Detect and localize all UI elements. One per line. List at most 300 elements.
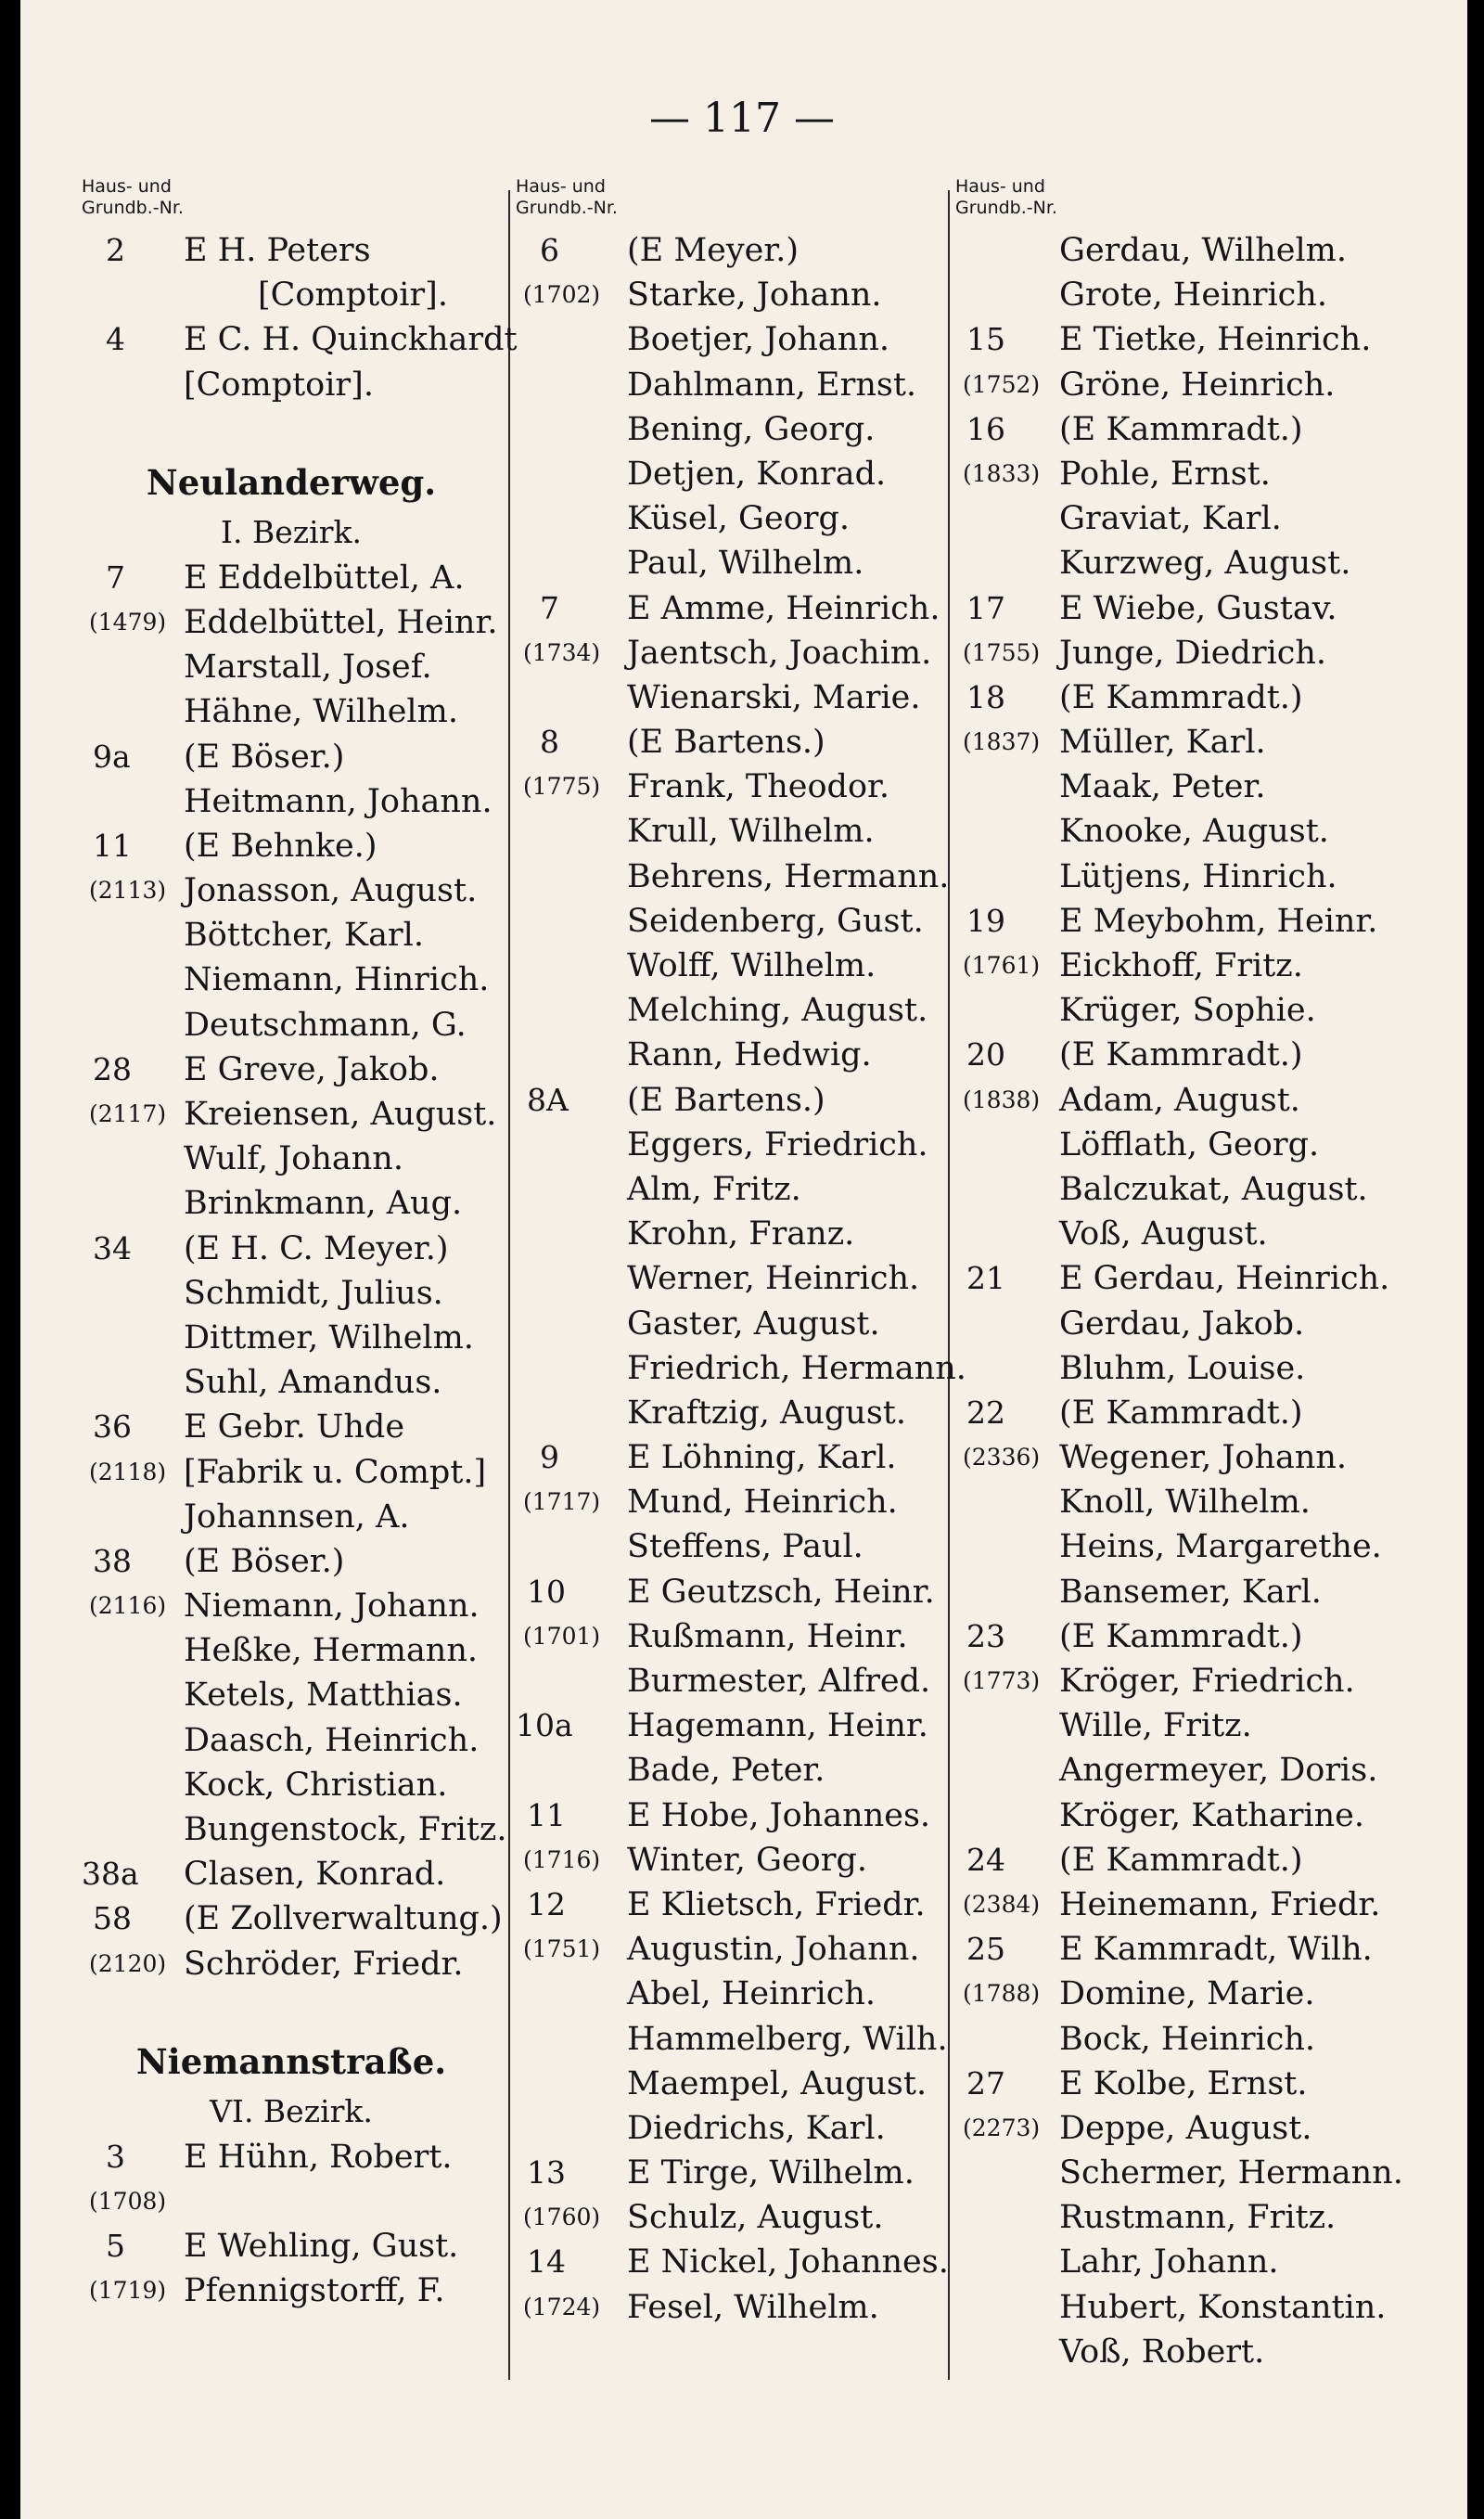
directory-entry [82, 1942, 501, 1986]
directory-entry [955, 809, 1419, 854]
directory-entry [955, 1570, 1419, 1614]
directory-entry [516, 1972, 944, 2016]
resident-name: Wulf, Johann. [184, 1140, 403, 1178]
directory-entry [516, 228, 944, 273]
resident-name: Werner, Heinrich. [627, 1260, 920, 1298]
directory-entry [955, 2106, 1419, 2151]
directory-entry [516, 1078, 944, 1123]
directory-entry [516, 855, 950, 899]
directory-entry [955, 675, 1419, 720]
resident-name: Winter, Georg. [627, 1841, 868, 1879]
directory-entry [516, 1570, 944, 1614]
directory-entry [955, 2017, 1419, 2062]
resident-name: Bock, Heinrich. [1059, 2020, 1316, 2058]
column-header-line: Grundb.-Nr. [516, 198, 618, 218]
resident-name: Wolff, Wilhelm. [627, 947, 876, 984]
directory-entry [82, 2268, 501, 2313]
house-number: 24 [966, 1841, 1005, 1878]
land-register-number: (1734) [523, 638, 601, 666]
resident-name: Kreiensen, August. [184, 1096, 497, 1133]
resident-name: Pfennigstorff, F. [184, 2272, 445, 2310]
directory-entry [955, 855, 1419, 899]
resident-name: Mund, Heinrich. [627, 1484, 898, 1522]
resident-name: Dittmer, Wilhelm. [184, 1318, 474, 1356]
directory-entry [955, 1659, 1419, 1703]
house-number: 20 [966, 1036, 1005, 1073]
directory-entry [82, 1584, 501, 1628]
resident-name: Lahr, Johann. [1059, 2243, 1279, 2281]
land-register-number: (1751) [523, 1935, 601, 1963]
resident-name: Eickhoff, Fritz. [1059, 947, 1303, 984]
directory-entry [516, 809, 944, 854]
directory-entry [82, 1047, 501, 1092]
directory-entry [516, 1659, 944, 1703]
resident-name: E Kolbe, Ernst. [1059, 2064, 1308, 2102]
house-number: 25 [966, 1931, 1005, 1968]
resident-name: E Tietke, Heinrich. [1059, 321, 1372, 359]
land-register-number: (2273) [963, 2114, 1041, 2141]
resident-name: E Hobe, Johannes. [627, 1796, 931, 1834]
resident-name: Eddelbüttel, Heinr. [184, 603, 498, 641]
resident-name: Jaentsch, Joachim. [627, 634, 932, 672]
directory-entry [516, 1302, 944, 1346]
directory-entry [955, 2195, 1419, 2240]
district-heading: VI. Bezirk. [210, 2092, 373, 2129]
directory-entry [955, 407, 1419, 452]
directory-entry [516, 586, 944, 631]
directory-entry [516, 1927, 944, 1972]
directory-entry [955, 586, 1419, 631]
directory-entry [82, 1763, 501, 1807]
directory-entry [82, 317, 518, 362]
directory-entry [516, 1435, 944, 1480]
directory-entry [955, 496, 1419, 541]
resident-name: Kröger, Friedrich. [1059, 1663, 1355, 1700]
resident-name: E Gebr. Uhde [184, 1408, 405, 1446]
house-number: 8 [540, 724, 559, 761]
resident-name: E C. H. Quinckhardt [184, 321, 518, 359]
directory-entry [955, 541, 1419, 585]
directory-entry [82, 1718, 501, 1763]
directory-entry [516, 1033, 944, 1077]
street-heading: Neulanderweg. [146, 461, 437, 503]
resident-name: Abel, Heinrich. [627, 1975, 876, 2013]
directory-entry [955, 1748, 1419, 1793]
resident-name: Heinemann, Friedr. [1059, 1885, 1381, 1923]
directory-entry [955, 1212, 1419, 1256]
land-register-number: (1724) [523, 2293, 601, 2320]
resident-name: Deutschmann, G. [184, 1006, 467, 1044]
resident-name: Rußmann, Heinr. [627, 1617, 908, 1655]
directory-entry [955, 899, 1419, 944]
house-number: 17 [966, 589, 1005, 626]
directory-entry [516, 2240, 949, 2284]
resident-name: E Kammradt, Wilh. [1059, 1931, 1373, 1969]
land-register-number: (2113) [89, 877, 167, 905]
house-number: 36 [93, 1408, 132, 1446]
resident-name: Wienarski, Marie. [627, 678, 921, 716]
directory-entry [516, 1703, 944, 1748]
directory-entry [955, 2330, 1419, 2374]
column-header [516, 176, 944, 219]
resident-name: Gaster, August. [627, 1304, 880, 1343]
resident-name: Krohn, Franz. [627, 1215, 855, 1253]
resident-name: Bluhm, Louise. [1059, 1349, 1306, 1387]
resident-name: Dahlmann, Ernst. [627, 366, 917, 404]
column-1 [82, 176, 518, 2314]
resident-name: E Meybohm, Heinr. [1059, 902, 1378, 940]
land-register-number: (1701) [523, 1622, 601, 1650]
resident-name: Boetjer, Johann. [627, 321, 889, 359]
directory-entry [516, 944, 944, 988]
resident-name: (E Kammradt.) [1059, 678, 1303, 716]
directory-entry [955, 631, 1419, 675]
directory-entry [955, 2285, 1419, 2330]
resident-name: Knooke, August. [1059, 813, 1329, 851]
house-number: 11 [93, 827, 132, 864]
resident-name: Augustin, Johann. [627, 1931, 920, 1969]
house-number: 38a [82, 1856, 139, 1893]
resident-name: Hammelberg, Wilh. [627, 2020, 948, 2058]
resident-name: Gröne, Heinrich. [1059, 366, 1336, 404]
directory-entry [516, 363, 944, 407]
house-number: 14 [527, 2243, 566, 2281]
directory-entry [516, 899, 944, 944]
column-2 [516, 176, 966, 2330]
land-register-number: (2120) [89, 1949, 167, 1977]
resident-name: Wille, Fritz. [1059, 1707, 1252, 1745]
resident-name: Bungenstock, Fritz. [184, 1811, 507, 1848]
directory-entry [82, 600, 501, 645]
directory-entry [82, 689, 501, 734]
resident-name: Hagemann, Heinr. [627, 1707, 928, 1745]
resident-name: (E Bartens.) [627, 1081, 825, 1119]
resident-name: Burmester, Alfred. [627, 1663, 931, 1700]
land-register-number: (1788) [963, 1980, 1041, 2008]
resident-name: Deppe, August. [1059, 2109, 1312, 2147]
directory-entry [82, 2179, 501, 2224]
resident-name: E H. Peters [184, 232, 371, 269]
resident-name: Domine, Marie. [1059, 1975, 1315, 2013]
resident-name: Fesel, Wilhelm. [627, 2288, 879, 2326]
house-number: 6 [540, 232, 559, 268]
resident-name: Rann, Hedwig. [627, 1036, 872, 1074]
land-register-number: (1760) [523, 2204, 601, 2231]
directory-entry [516, 2017, 948, 2062]
directory-entry [955, 1838, 1419, 1883]
house-number: 23 [966, 1617, 1005, 1654]
directory-entry [516, 1123, 944, 1167]
directory-entry [82, 913, 501, 957]
house-number: 10 [527, 1573, 566, 1610]
directory-entry [516, 720, 944, 765]
resident-name: Brinkmann, Aug. [184, 1185, 463, 1223]
directory-entry [955, 1435, 1419, 1480]
land-register-number: (1479) [89, 608, 167, 636]
house-number: 2 [106, 232, 125, 268]
directory-entry [955, 1524, 1419, 1569]
resident-name: Gerdau, Wilhelm. [1059, 232, 1347, 269]
resident-name: E Klietsch, Friedr. [627, 1885, 926, 1923]
directory-entry [516, 2062, 944, 2106]
land-register-number: (1719) [89, 2277, 167, 2305]
column-header [82, 176, 501, 219]
directory-entry [516, 1346, 966, 1391]
house-number: 9a [93, 738, 131, 775]
resident-name: (E Zollverwaltung.) [184, 1900, 503, 1938]
resident-name: E Amme, Heinrich. [627, 589, 940, 627]
directory-entry [82, 1852, 501, 1896]
resident-name: Alm, Fritz. [627, 1170, 801, 1208]
resident-name: E Hühn, Robert. [184, 2138, 453, 2176]
land-register-number: (2118) [89, 1458, 167, 1485]
resident-name: Wegener, Johann. [1059, 1439, 1348, 1477]
resident-name: Jonasson, August. [184, 872, 478, 910]
directory-entry [516, 675, 944, 720]
resident-name: Hubert, Konstantin. [1059, 2288, 1387, 2326]
resident-name: Daasch, Heinrich. [184, 1721, 480, 1759]
resident-name: E Wiebe, Gustav. [1059, 589, 1337, 627]
resident-name: E Gerdau, Heinrich. [1059, 1260, 1390, 1298]
directory-entry [82, 824, 501, 868]
directory-entry [516, 407, 944, 452]
resident-name: Schmidt, Julius. [184, 1274, 443, 1312]
house-number: 5 [106, 2228, 125, 2265]
resident-name: Schröder, Friedr. [184, 1945, 464, 1983]
directory-entry [955, 2240, 1419, 2284]
resident-name: Maak, Peter. [1059, 768, 1266, 806]
house-number: 21 [966, 1260, 1005, 1297]
land-register-number: (1833) [963, 459, 1041, 487]
directory-entry [955, 452, 1419, 496]
resident-name: Steffens, Paul. [627, 1528, 864, 1566]
resident-name: (E Kammradt.) [1059, 1841, 1303, 1879]
resident-name: Kröger, Katharine. [1059, 1796, 1364, 1834]
resident-name: Knoll, Wilhelm. [1059, 1484, 1311, 1522]
land-register-number: (2384) [963, 1890, 1041, 1918]
column-rule-1 [508, 190, 510, 2380]
directory-entry [82, 2135, 501, 2179]
house-number: 11 [527, 1796, 566, 1833]
directory-entry [955, 944, 1419, 988]
directory-entry [955, 765, 1419, 809]
directory-entry [516, 988, 944, 1033]
resident-name: Bening, Georg. [627, 410, 876, 448]
directory-entry [516, 452, 944, 496]
directory-entry [82, 1896, 501, 1941]
land-register-number: (2116) [89, 1592, 167, 1620]
resident-name: E Tirge, Wilhelm. [627, 2154, 915, 2192]
directory-entry [516, 496, 944, 541]
directory-entry [82, 2224, 501, 2268]
resident-name: (E Kammradt.) [1059, 1394, 1303, 1432]
directory-entry [955, 1972, 1419, 2016]
directory-entry [82, 1450, 501, 1495]
page-number: — 117 — [649, 95, 835, 142]
house-number: 34 [93, 1229, 132, 1266]
resident-name: Voß, August. [1059, 1215, 1268, 1253]
directory-entry [82, 228, 501, 273]
house-number: 27 [966, 2064, 1005, 2101]
resident-name: E Eddelbüttel, A. [184, 559, 465, 597]
column-header-line: Haus- und [82, 176, 172, 197]
directory-entry [82, 645, 501, 689]
directory-entry [516, 1838, 944, 1883]
house-number: 15 [966, 321, 1005, 358]
directory-entry [516, 1793, 944, 1838]
directory-entry [516, 1167, 944, 1212]
directory-entry [955, 988, 1419, 1033]
directory-entry [82, 1807, 507, 1852]
column-header-line: Haus- und [516, 176, 606, 197]
resident-name: Clasen, Konrad. [184, 1856, 446, 1894]
land-register-number: (2117) [89, 1100, 167, 1127]
directory-entry [516, 541, 944, 585]
directory-entry [82, 1628, 501, 1673]
house-number: 13 [527, 2154, 566, 2191]
directory-entry [82, 1092, 501, 1137]
directory-entry [516, 317, 944, 362]
directory-entry [955, 2151, 1419, 2195]
column-header-line: Haus- und [955, 176, 1045, 197]
column-header-line: Grundb.-Nr. [82, 198, 184, 218]
directory-entry [82, 1495, 501, 1539]
house-number: 19 [966, 902, 1005, 939]
resident-name: Kraftzig, August. [627, 1394, 906, 1432]
directory-entry [82, 556, 501, 600]
resident-name: Müller, Karl. [1059, 724, 1266, 762]
house-number: 58 [93, 1900, 132, 1937]
directory-entry [516, 2195, 944, 2240]
resident-name: Küsel, Georg. [627, 500, 851, 538]
resident-name: E Nickel, Johannes. [627, 2243, 949, 2281]
resident-name: (E Kammradt.) [1059, 1036, 1303, 1074]
resident-name: Angermeyer, Doris. [1059, 1752, 1378, 1790]
directory-entry [955, 1703, 1419, 1748]
section-gap [82, 1986, 501, 2035]
land-register-number: (2336) [963, 1444, 1041, 1472]
directory-entry [955, 1614, 1419, 1659]
directory-entry [516, 631, 944, 675]
resident-name: [Fabrik u. Compt.] [184, 1453, 487, 1491]
resident-name: Gerdau, Jakob. [1059, 1304, 1305, 1343]
column-rule-2 [948, 190, 950, 2380]
directory-entry [516, 1883, 944, 1927]
resident-name: Suhl, Amandus. [184, 1364, 442, 1402]
house-number: 16 [966, 410, 1005, 447]
resident-name: (E Behnke.) [184, 827, 377, 865]
column-header-line: Grundb.-Nr. [955, 198, 1057, 218]
directory-entry [955, 1167, 1419, 1212]
resident-name: Ketels, Matthias. [184, 1677, 463, 1715]
resident-name: Niemann, Hinrich. [184, 961, 490, 999]
resident-name: Melching, August. [627, 992, 928, 1030]
resident-name: E Geutzsch, Heinr. [627, 1573, 935, 1611]
resident-name: Behrens, Hermann. [627, 857, 950, 895]
resident-name: (E Kammradt.) [1059, 410, 1303, 448]
resident-name: Starke, Johann. [627, 276, 882, 315]
resident-name: Bansemer, Karl. [1059, 1573, 1322, 1611]
directory-entry [82, 1539, 501, 1584]
resident-name: Eggers, Friedrich. [627, 1125, 928, 1163]
resident-name: [Comptoir]. [184, 366, 374, 404]
resident-name: Seidenberg, Gust. [627, 902, 924, 940]
land-register-number: (1702) [523, 281, 601, 309]
house-number: 12 [527, 1885, 566, 1922]
resident-name: Marstall, Josef. [184, 649, 432, 687]
directory-entry [82, 1673, 501, 1717]
directory-entry [955, 273, 1419, 317]
directory-entry [955, 317, 1419, 362]
resident-name: Niemann, Johann. [184, 1587, 480, 1626]
district-heading: I. Bezirk. [221, 513, 362, 550]
resident-name: Junge, Diedrich. [1059, 634, 1327, 672]
resident-name: Böttcher, Karl. [184, 917, 424, 955]
directory-entry [82, 363, 501, 407]
resident-name: Schermer, Hermann. [1059, 2154, 1403, 2192]
directory-entry [516, 1748, 944, 1793]
directory-entry [516, 1212, 944, 1256]
directory-entry [82, 273, 501, 317]
house-number: 10a [516, 1707, 573, 1744]
directory-entry [516, 765, 944, 809]
directory-entry [516, 1614, 944, 1659]
resident-name: E Greve, Jakob. [184, 1050, 440, 1088]
resident-name: Frank, Theodor. [627, 768, 890, 806]
directory-entry [955, 1793, 1419, 1838]
resident-name: Heßke, Hermann. [184, 1632, 479, 1670]
land-register-number: (1838) [963, 1086, 1041, 1113]
directory-entry [955, 2062, 1419, 2106]
directory-entry [955, 363, 1419, 407]
house-number: 8A [527, 1081, 569, 1118]
directory-entry [516, 273, 944, 317]
land-register-number: (1775) [523, 773, 601, 801]
resident-name: Bade, Peter. [627, 1752, 825, 1790]
resident-name: Adam, August. [1059, 1081, 1300, 1119]
house-number: 7 [540, 589, 559, 626]
directory-entry [82, 868, 501, 913]
directory-entry [82, 1360, 501, 1405]
house-number: 38 [93, 1542, 132, 1579]
resident-name: Krüger, Sophie. [1059, 992, 1316, 1030]
directory-entry [955, 1033, 1419, 1077]
column-3 [955, 176, 1419, 2374]
resident-name: Löfflath, Georg. [1059, 1125, 1320, 1163]
resident-name: Detjen, Konrad. [627, 455, 887, 493]
directory-entry [955, 1346, 1419, 1391]
resident-name: Grote, Heinrich. [1059, 276, 1327, 315]
directory-entry [82, 1227, 501, 1271]
directory-entry [955, 720, 1419, 765]
resident-name: Johannsen, A. [184, 1497, 410, 1536]
resident-name: Heins, Margarethe. [1059, 1528, 1382, 1566]
directory-entry [955, 1927, 1419, 1972]
section-gap [82, 407, 501, 456]
house-number: 3 [106, 2138, 125, 2175]
directory-entry [516, 1391, 944, 1435]
resident-name: Heitmann, Johann. [184, 782, 493, 820]
directory-entry [516, 2106, 944, 2151]
resident-name: (E Kammradt.) [1059, 1617, 1303, 1655]
resident-name: Diedrichs, Karl. [627, 2109, 886, 2147]
house-number: 7 [106, 559, 125, 596]
land-register-number: (1708) [89, 2187, 167, 2215]
directory-entry [82, 779, 501, 824]
column-header [955, 176, 1419, 219]
resident-name: (E Böser.) [184, 738, 345, 776]
directory-entry [516, 2285, 944, 2330]
